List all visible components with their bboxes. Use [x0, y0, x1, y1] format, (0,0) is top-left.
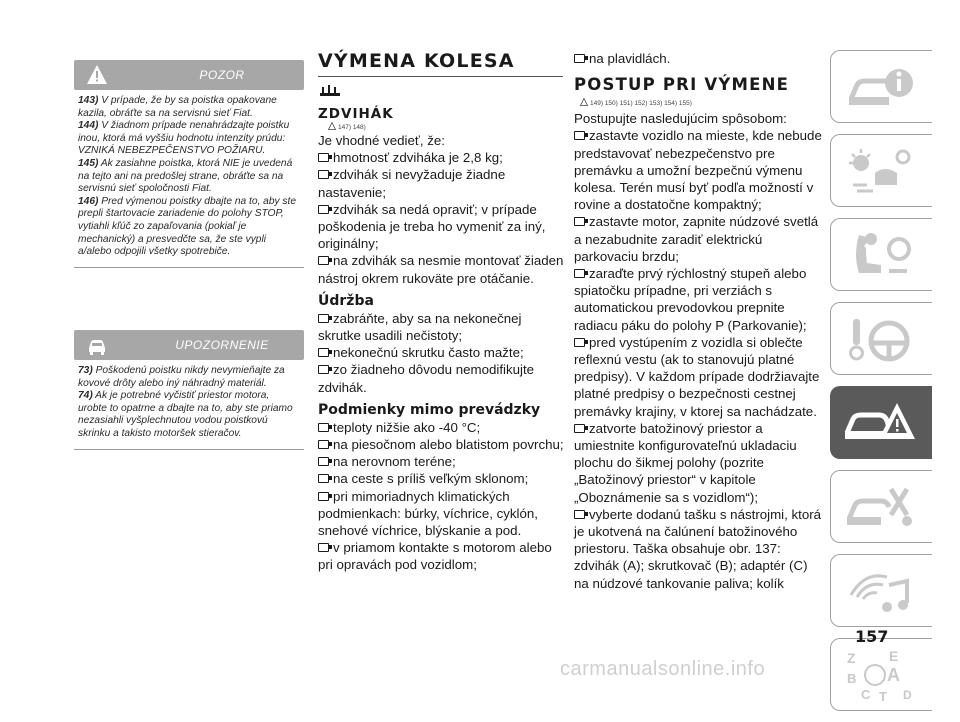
section-divider — [318, 76, 563, 77]
list-item — [574, 127, 822, 213]
chapter-tabs — [830, 50, 932, 722]
list-item-text: hmotnosť zdviháka je 2,8 kg; — [333, 150, 503, 166]
tab-info[interactable] — [830, 50, 932, 123]
list-item — [574, 420, 822, 506]
list-item-text: na zdvihák sa nesmie montovať žiaden nástroj okrem rukoväte pre otáčanie. — [318, 253, 564, 286]
list-item-text: zaraďte prvý rýchlostný stupeň alebo spiatočku prípadne, pri verziách s automatickou prevodovkou prepnite radiacu páku do polohy P (Parkovanie); — [574, 266, 807, 333]
maintenance-tools-icon — [845, 481, 915, 535]
warning-item-text: V prípade, že by sa poistka opakovane kazila, obráťte sa na servisnú sieť Fiat. — [78, 95, 277, 119]
page-number: 157 — [855, 627, 889, 646]
warning-triangle-icon — [86, 64, 108, 86]
index-letter: B — [847, 671, 857, 686]
list-item — [318, 488, 565, 540]
list-item — [318, 470, 565, 487]
warning-item — [78, 158, 300, 196]
heading-udrzba: Údržba — [318, 292, 374, 309]
list-item — [318, 310, 565, 344]
tab-index[interactable] — [830, 638, 932, 711]
bullet-icon — [318, 474, 329, 483]
list-item-text: na piesočnom alebo blatistom povrchu; — [333, 437, 564, 453]
tab-emergency[interactable] — [830, 386, 932, 459]
warning-item-number: 143) — [78, 95, 99, 106]
warning-box-body — [74, 90, 304, 267]
list-item-text: na plavidlách. — [589, 51, 671, 66]
index-letter: Z — [847, 650, 856, 666]
tab-safety[interactable] — [830, 218, 932, 291]
section-title-vymena-kolesa: VÝMENA KOLESA — [318, 50, 515, 72]
warning-box-pozor — [74, 60, 304, 268]
list-item — [318, 361, 565, 395]
bullet-icon — [318, 423, 329, 432]
multimedia-icon — [845, 565, 915, 619]
bullet-icon — [318, 205, 329, 214]
caution-item-text: Ak je potrebné vyčistiť priestor motora, urobte to opatrne a dbajte na to, aby ste priamo nezasiahli vyšplechnutou vodou poistkovú skrinku a takisto motoršek stieračov. — [78, 390, 293, 439]
caution-item — [78, 390, 300, 440]
warning-item-text: Ak zasiahne poistka, ktorá NIE je uvedená na tejto ani na predošlej strane, obráťte sa na servisnú sieť spoločnosti Fiat. — [78, 157, 293, 195]
list-item — [318, 436, 565, 453]
bullet-icon — [318, 348, 329, 357]
caution-item-number: 74) — [78, 390, 93, 402]
warning-item-number: 145) — [78, 157, 99, 169]
tab-driving[interactable] — [830, 302, 932, 375]
list-item-text: zdvihák sa nedá opraviť; v prípade poškodenia je treba ho vymeniť za iný, originálny; — [318, 201, 546, 252]
list-item-text: zastavte motor, zapnite núdzové svetlá a nezabudnite zaradiť elektrickú parkovaciu brzdu; — [574, 214, 819, 264]
list-item — [318, 201, 565, 253]
steering-key-icon — [845, 313, 915, 367]
bullet-icon — [318, 492, 329, 501]
car-lift-icon — [318, 83, 342, 99]
tab-multimedia[interactable] — [830, 554, 932, 627]
bullet-icon — [318, 365, 329, 374]
index-letter: T — [879, 689, 887, 704]
index-letter: E — [889, 648, 899, 664]
watermark: carmanualsonline.info — [560, 658, 766, 680]
list-item — [574, 213, 822, 265]
seat-safety-icon — [845, 229, 915, 283]
bullet-icon — [318, 543, 329, 552]
heading-podmienky: Podmienky mimo prevádzky — [318, 401, 541, 418]
list-item — [574, 265, 822, 334]
list-item — [318, 453, 565, 470]
caution-box-body — [74, 360, 304, 449]
bullet-icon — [574, 424, 585, 433]
list-item-text: pred vystúpením z vozidla si oblečte reflexnú vestu (ak to stanovujú platné predpisy). V každom prípade dodržiavajte platné predpisy o bezpečnosti cestnej premávky krajiny, v ktorej sa nachádzate. — [574, 334, 820, 419]
warning-triangle-icon — [328, 122, 336, 130]
list-item-text: zo žiadneho dôvodu nemodifikujte zdvihák. — [318, 362, 535, 395]
bullet-icon — [318, 153, 329, 162]
emergency-car-icon — [845, 397, 915, 451]
list-item-text: pri mimoriadnych klimatických podmienkach: búrky, víchrice, cyklón, snehové víchrice, blýskanie a pod. — [318, 488, 538, 539]
middle-column — [318, 50, 565, 574]
bullet-icon — [574, 269, 585, 278]
bullet-icon — [574, 510, 585, 519]
warning-item — [78, 120, 300, 158]
index-letter: A — [887, 665, 900, 685]
intro-text: Je vhodné vedieť, že: — [318, 133, 445, 148]
bullet-icon — [318, 440, 329, 449]
list-item-text: zatvorte batožinový priestor a umiestnite konfigurovateľnú ukladaciu plochu do šikmej polohy (pozrite „Batožinový priestor“ v kapitole „Oboznámenie sa s vozidlom“); — [574, 420, 797, 505]
caution-item-text: Poškodenú poistku nikdy nevymieňajte za kovové drôty alebo iný náhradný materiál. — [78, 365, 285, 389]
warning-references-text: 147) 148) — [338, 124, 366, 131]
list-item — [318, 419, 565, 436]
index-letter: C — [861, 687, 871, 702]
list-item-text: vyberte dodanú tašku s nástrojmi, ktorá je ukotvená na čalúnení batožinového priestoru. Taška obsahuje obr. 137: zdvihák (A); skrutkovač (B); adaptér (C) na núdzové tankovanie paliva; kolík — [574, 506, 822, 591]
list-item-text: zdvihák si nevyžaduje žiadne nastavenie; — [318, 167, 506, 200]
caution-item — [78, 365, 300, 390]
list-item — [574, 506, 822, 592]
caution-box-header — [74, 330, 304, 360]
info-car-icon — [845, 61, 915, 115]
bullet-icon — [574, 131, 585, 140]
bullet-icon — [318, 170, 329, 179]
dashboard-lights-icon — [845, 145, 915, 199]
index-letter: D — [903, 688, 912, 702]
warning-item-number: 146) — [78, 195, 99, 207]
car-caution-icon — [86, 334, 108, 356]
bullet-icon — [318, 256, 329, 265]
list-item — [574, 50, 822, 67]
list-item-text: zabráňte, aby sa na nekonečnej skrutke usadili nečistoty; — [318, 310, 522, 344]
list-item-text: v priamom kontakte s motorom alebo pri opravách pod vozidlom; — [318, 540, 552, 573]
list-item-text: na ceste s príliš veľkým sklonom; — [333, 471, 529, 487]
list-item-text: zastavte vozidlo na mieste, kde nebude predstavovať nebezpečenstvo pre premávku a umožní bezpečnú výmenu kolesa. Terén musí byť podľa možností v rovine a dostatočne kompaktný; — [574, 128, 822, 213]
bullet-icon — [318, 457, 329, 466]
tab-maintenance[interactable] — [830, 470, 932, 543]
caution-box-title: UPOZORNENIE — [175, 338, 269, 352]
section-title-postup: POSTUP PRI VÝMENE — [574, 75, 790, 95]
warning-box-header — [74, 60, 304, 90]
warning-references — [328, 122, 565, 132]
warning-references — [580, 98, 822, 108]
bullet-icon — [318, 314, 329, 323]
warning-item — [78, 95, 300, 120]
list-item — [318, 539, 565, 573]
warning-item-text: V žiadnom prípade nenahrádzajte poistku inou, ktorá má vyššiu hodnotu intenzity prúdu: VZNIKÁ NEBEZPEČENSTVO POŽIARU. — [78, 120, 290, 157]
caution-box-upozornenie — [74, 330, 304, 450]
list-item — [574, 334, 822, 420]
tab-dashboard[interactable] — [830, 134, 932, 207]
warning-item-text: Pred výmenou poistky dbajte na to, aby ste prepli štartovacie zariadenie do polohy STOP, vytiahli kľúč zo zapaľovania (pokiaľ je mechanický) a presvedčte sa, že ste vypli a/alebo odpojili všetky spotrebiče. — [78, 195, 297, 258]
warning-item — [78, 196, 300, 259]
list-item-text: teploty nižšie ako -40 °C; — [333, 419, 481, 435]
bullet-icon — [574, 217, 585, 226]
warning-triangle-icon — [580, 98, 588, 106]
list-item — [318, 166, 565, 200]
list-item — [318, 252, 565, 286]
list-item-text: nekonečnú skrutku často mažte; — [333, 345, 524, 361]
list-item-text: na nerovnom teréne; — [333, 454, 456, 470]
warning-references-text: 149) 150) 151) 152) 153) 154) 155) — [590, 100, 692, 108]
subtitle-zdvihak: ZDVIHÁK — [318, 106, 394, 122]
index-letters-icon — [845, 649, 915, 703]
warning-box-title: POZOR — [199, 68, 245, 82]
warning-item-number: 144) — [78, 120, 99, 132]
list-item — [318, 344, 565, 361]
right-column — [574, 50, 822, 592]
caution-item-number: 73) — [78, 365, 93, 376]
list-item — [318, 149, 565, 166]
bullet-icon — [574, 54, 585, 63]
intro-text: Postupujte nasledujúcim spôsobom: — [574, 111, 787, 127]
bullet-icon — [574, 338, 585, 347]
